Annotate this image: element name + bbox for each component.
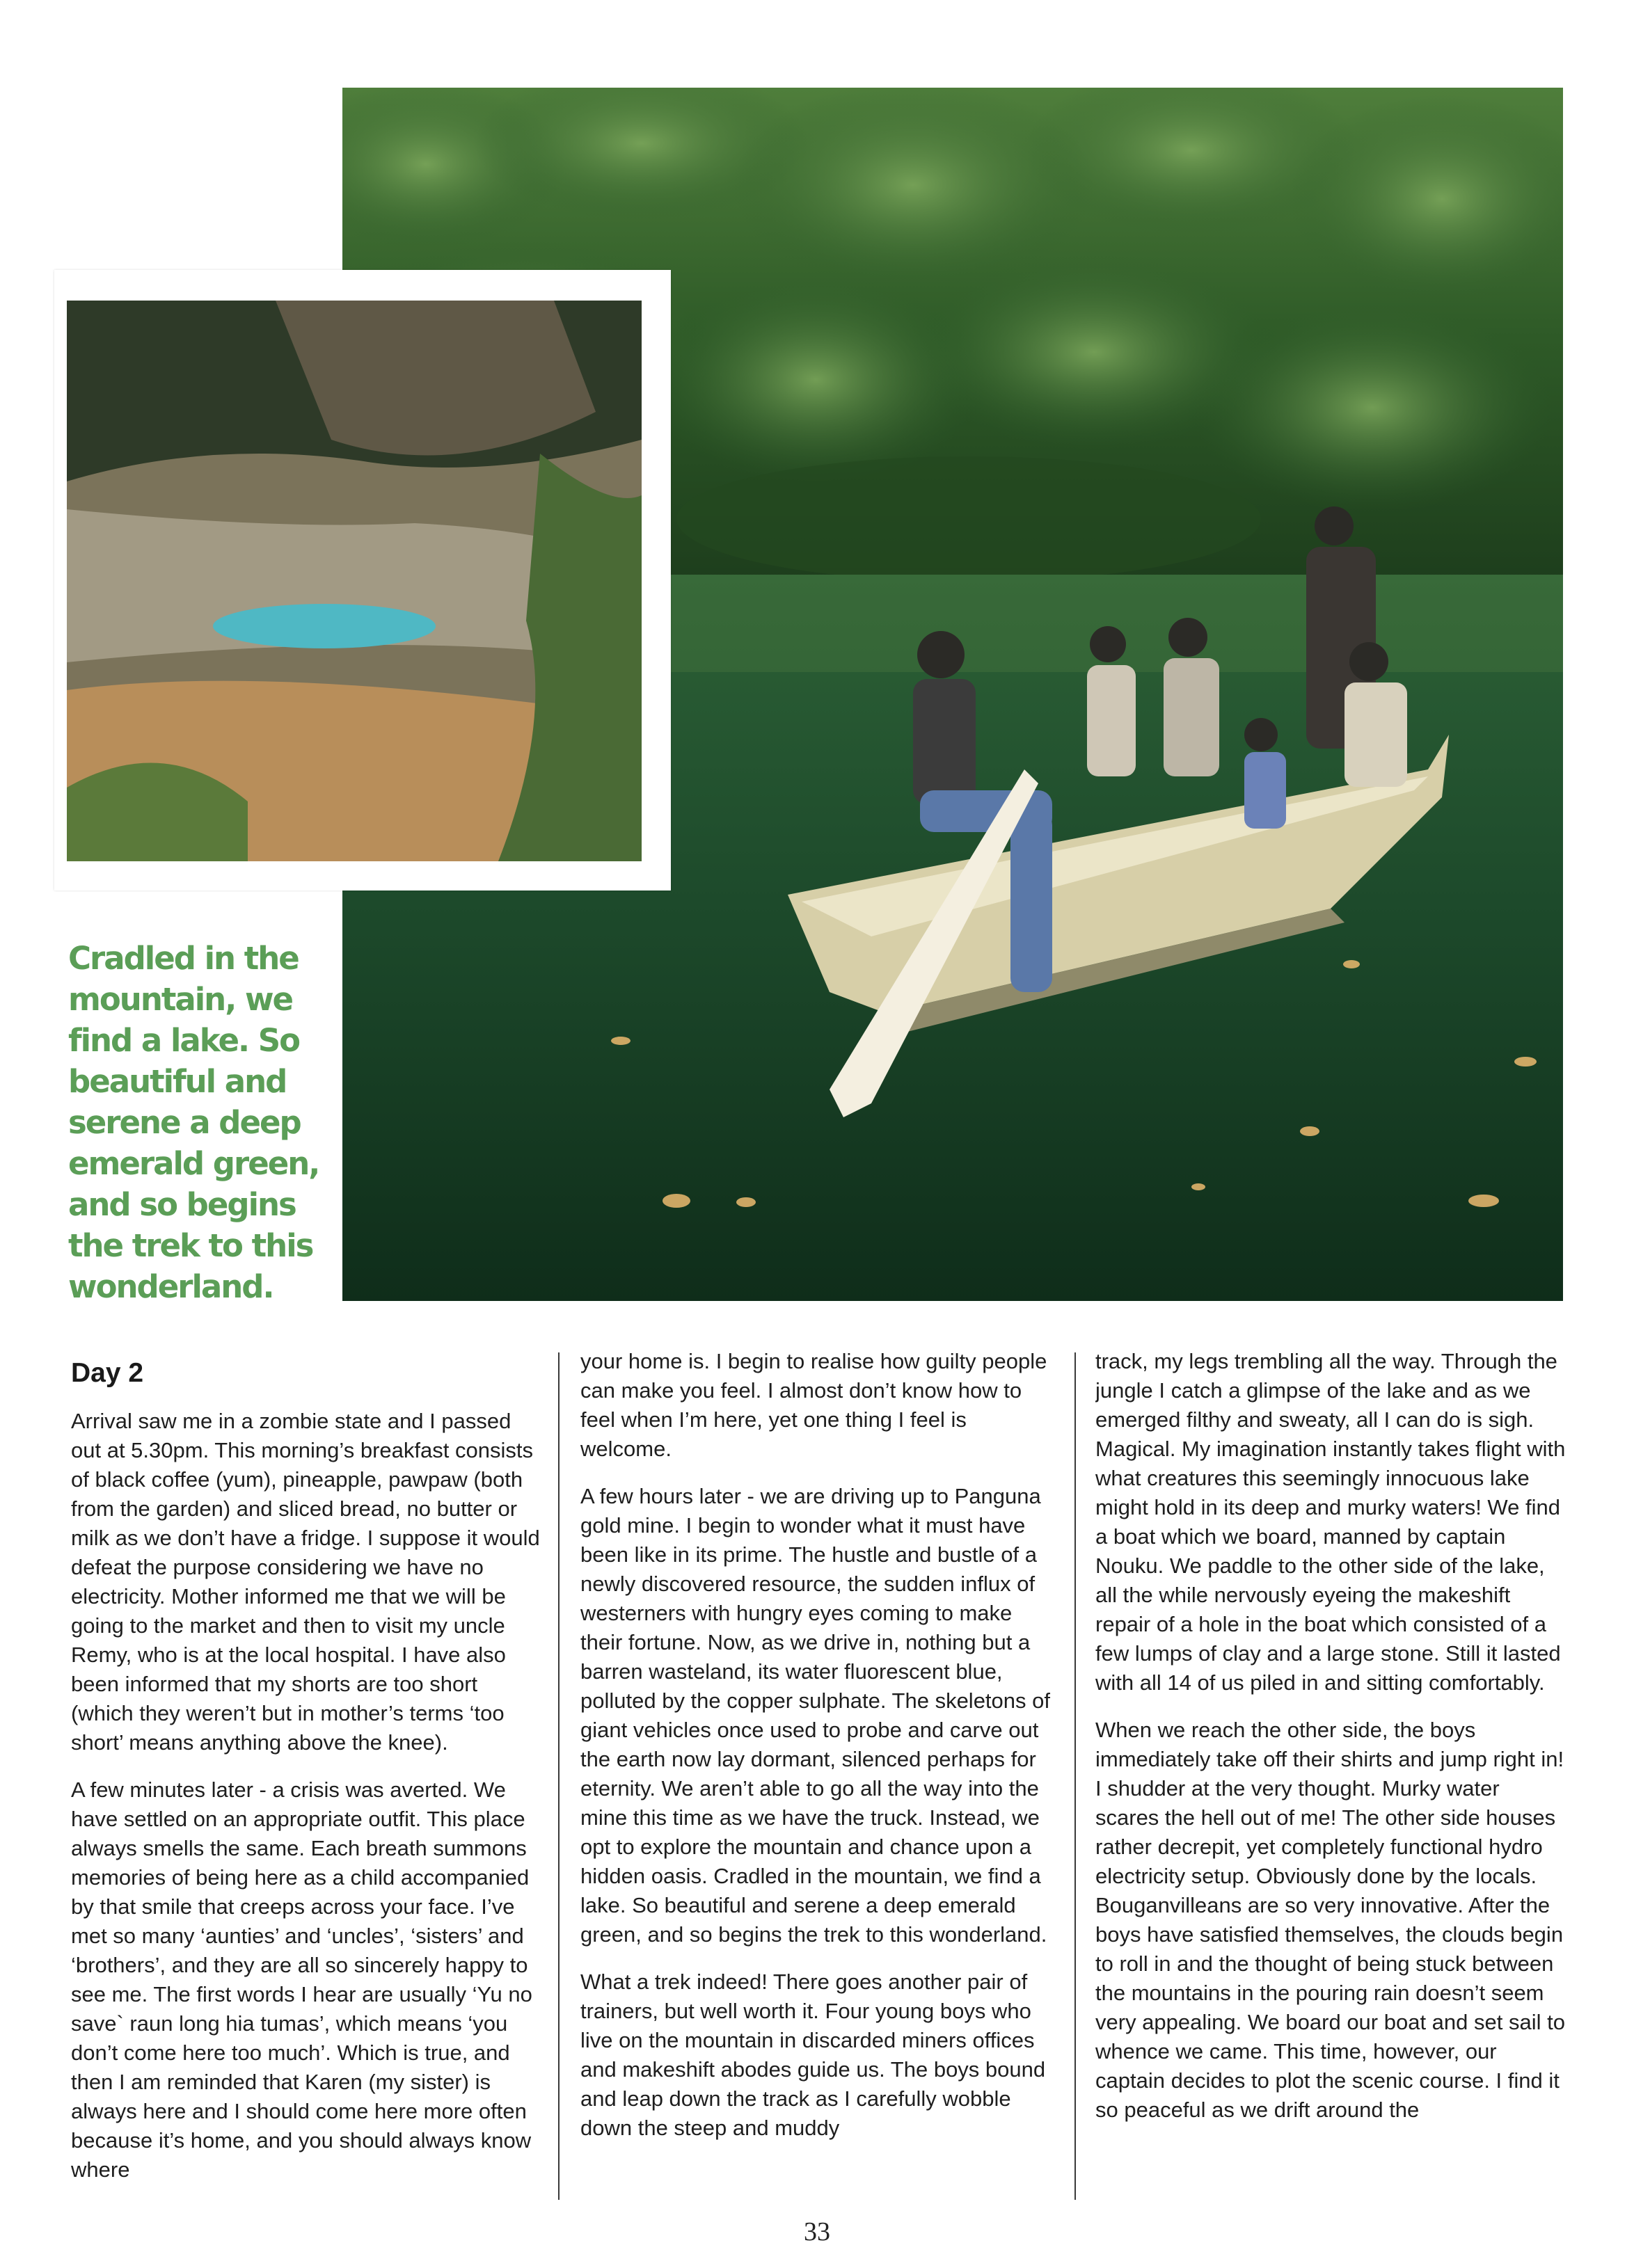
paragraph: Arrival saw me in a zombie state and I passed out at 5.30pm. This morning’s breakfast consists of black coffee (yum), pineapple, pawpaw (both from the garden) and sliced bread, no butter or milk as we don’t have a fridge. I suppose it would defeat the purpose considering we have no electricity. Mother informed me that we will be going to the market and then to visit my uncle Remy, who is at the local hospital. I have also been informed that my shorts are too short (which they weren’t but in mother’s terms ‘too short’ means anything above the knee).	[71, 1409, 540, 1755]
column-rule	[1074, 1352, 1076, 2200]
paragraph: A few hours later - we are driving up to Panguna gold mine. I begin to wonder what it must have been like in its prime. The hustle and bustle of a newly discovered resource, the sudden influx of westerners with hungry eyes coming to make their fortune. Now, as we drive in, nothing but a barren wasteland, its water fluorescent blue, polluted by the copper sulphate. The skeletons of giant vehicles once used to probe and carve out the earth now lay dormant, silenced perhaps for eternity. We aren’t able to go all the way into the mine this time as we have the truck. Instead, we opt to explore the mountain and chance upon a hidden oasis. Cradled in the mountain, we find a lake. So beautiful and serene a deep emerald green, and so begins the trek to this wonderland.	[580, 1484, 1050, 1947]
panguna-mine-photo	[67, 301, 642, 861]
paragraph: A few minutes later - a crisis was averted. We have settled on an appropriate outfit. This place always smells the same. Each breath summons memories of being here as a child accompanied by that smile that creeps across your face. I’ve met so many ‘aunties’ and ‘uncles’, ‘sisters’ and ‘brothers’, and they are all so sincerely happy to see me. The first words I hear are usually ‘Yu no save` raun long hia tumas’, which means ‘you don’t come here too much’. Which is true, and then I am reminded that Karen (my sister) is always here and I should come here more often because it’s home, and you should always know where	[71, 1778, 532, 2182]
page-number: 33	[804, 2217, 830, 2246]
article-column-1	[71, 1347, 544, 2210]
paragraph: track, my legs trembling all the way. Through the jungle I catch a glimpse of the lake and as we emerged filthy and sweaty, all I can do is sigh. Magical. My imagination instantly takes flight with what creatures this seemingly innocuous lake might hold in its deep and murky waters! We find a boat which we board, manned by captain Nouku. We paddle to the other side of the lake, all the while nervously eyeing the makeshift repair of a hole in the boat which consisted of a few lumps of clay and a large stone. Still it lasted with all 14 of us piled in and sitting comfortably.	[1095, 1349, 1566, 1695]
article-column-2	[580, 1347, 1054, 2210]
pull-quote: Cradled in the mountain, we find a lake. So beautiful and serene a deep emerald green, and so begins the trek to this wonderland.	[68, 940, 319, 1305]
blue-pool	[213, 604, 436, 648]
section-heading: Day 2	[71, 1358, 144, 1388]
column-rule	[558, 1352, 560, 2200]
paragraph: What a trek indeed! There goes another pair of trainers, but well worth it. Four young boys who live on the mountain in discarded miners offices and makeshift abodes guide us. The boys bound and leap down the track as I carefully wobble down the steep and muddy	[580, 1970, 1046, 2140]
paragraph: your home is. I begin to realise how guilty people can make you feel. I almost don’t know how to feel when I’m here, yet one thing I feel is welcome.	[580, 1349, 1047, 1461]
paragraph: When we reach the other side, the boys immediately take off their shirts and jump right in! I shudder at the very thought. Murky water scares the hell out of me! The other side houses rather decrepit, yet completely functional hydro electricity setup. Obviously done by the locals. Bouganvilleans are so very innovative. After the boys have satisfied themselves, the clouds begin to roll in and the thought of being stuck between the mountains in the pouring rain doesn’t seem very appealing. We board our boat and set sail to whence we came. This time, however, our captain decides to plot the scenic course. I find it so peaceful as we drift around the	[1095, 1718, 1565, 2122]
article-column-3	[1095, 1347, 1569, 2210]
